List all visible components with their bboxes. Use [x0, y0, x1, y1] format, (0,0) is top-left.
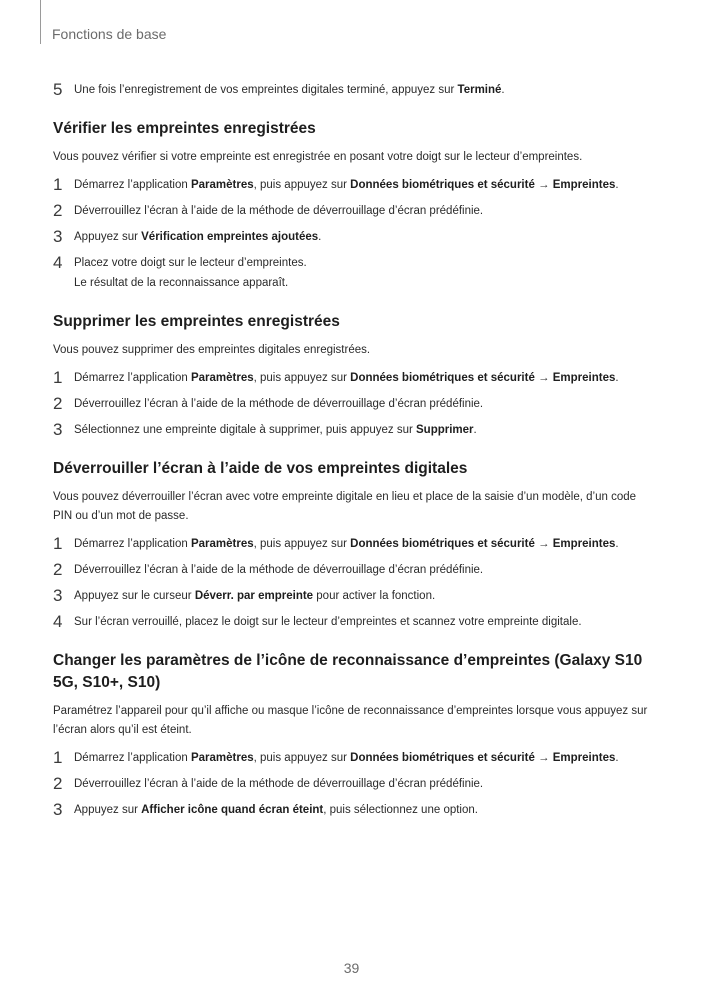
- step: 3 Appuyez sur le curseur Déverr. par empreinte pour activer la fonction.: [53, 586, 436, 605]
- step: 2 Déverrouillez l’écran à l’aide de la méthode de déverrouillage d’écran prédéfinie.: [53, 774, 484, 793]
- step: 3 Appuyez sur Afficher icône quand écran éteint, puis sélectionnez une option.: [53, 800, 478, 819]
- step: 3 Sélectionnez une empreinte digitale à supprimer, puis appuyez sur Supprimer.: [53, 420, 477, 439]
- section-title: Déverrouiller l’écran à l’aide de vos empreintes digitales: [53, 460, 468, 477]
- section-unlock: [53, 458, 653, 632]
- section-title: Supprimer les empreintes enregistrées: [53, 313, 340, 330]
- step: 3 Appuyez sur Vérification empreintes ajoutées.: [53, 227, 322, 246]
- step: 2 Déverrouillez l’écran à l’aide de la méthode de déverrouillage d’écran prédéfinie.: [53, 560, 484, 579]
- section-description: Paramétrez l’appareil pour qu’il affiche ou masque l’icône de reconnaissance d’empreintes lorsque vous appuyez sur l’écran alors qu’il est éteint.: [53, 705, 648, 736]
- section-description: Vous pouvez supprimer des empreintes digitales enregistrées.: [53, 344, 371, 356]
- section-title: Changer les paramètres de l’icône de reconnaissance d’empreintes (Galaxy S10 5G, S10+, S10): [53, 652, 643, 691]
- step-number: 5: [53, 80, 63, 99]
- section-verify: [53, 118, 653, 293]
- step: 1 Démarrez l’application Paramètres, puis appuyez sur Données biométriques et sécurité → Empreintes.: [53, 534, 619, 553]
- step: 1 Démarrez l’application Paramètres, puis appuyez sur Données biométriques et sécurité → Empreintes.: [53, 748, 619, 767]
- section-description: Vous pouvez déverrouiller l’écran avec votre empreinte digitale en lieu et place de la saisie d’un modèle, d’un code PIN ou d’un mot de passe.: [53, 491, 637, 522]
- section-delete: [53, 311, 653, 440]
- step: 4 Sur l’écran verrouillé, placez le doigt sur le lecteur d’empreintes et scannez votre empreinte digitale.: [53, 612, 582, 631]
- step: 2 Déverrouillez l’écran à l’aide de la méthode de déverrouillage d’écran prédéfinie.: [53, 201, 484, 220]
- section-title: Vérifier les empreintes enregistrées: [53, 120, 316, 137]
- page-header-title: Fonctions de base: [52, 26, 167, 42]
- step: 2 Déverrouillez l’écran à l’aide de la méthode de déverrouillage d’écran prédéfinie.: [53, 394, 484, 413]
- step-intro: 5 Une fois l’enregistrement de vos empreintes digitales terminé, appuyez sur Terminé.: [53, 80, 505, 99]
- page-content: [53, 80, 653, 826]
- step: 1 Démarrez l’application Paramètres, puis appuyez sur Données biométriques et sécurité → Empreintes.: [53, 175, 619, 194]
- section-description: Vous pouvez vérifier si votre empreinte est enregistrée en posant votre doigt sur le lecteur d’empreintes.: [53, 151, 583, 163]
- section-icon-settings: [53, 650, 653, 820]
- step: 4 Placez votre doigt sur le lecteur d’empreintes. Le résultat de la reconnaissance apparaît.: [53, 253, 307, 289]
- step: 1 Démarrez l’application Paramètres, puis appuyez sur Données biométriques et sécurité → Empreintes.: [53, 368, 619, 387]
- header-divider: [40, 0, 41, 44]
- page-number: 39: [343, 960, 360, 976]
